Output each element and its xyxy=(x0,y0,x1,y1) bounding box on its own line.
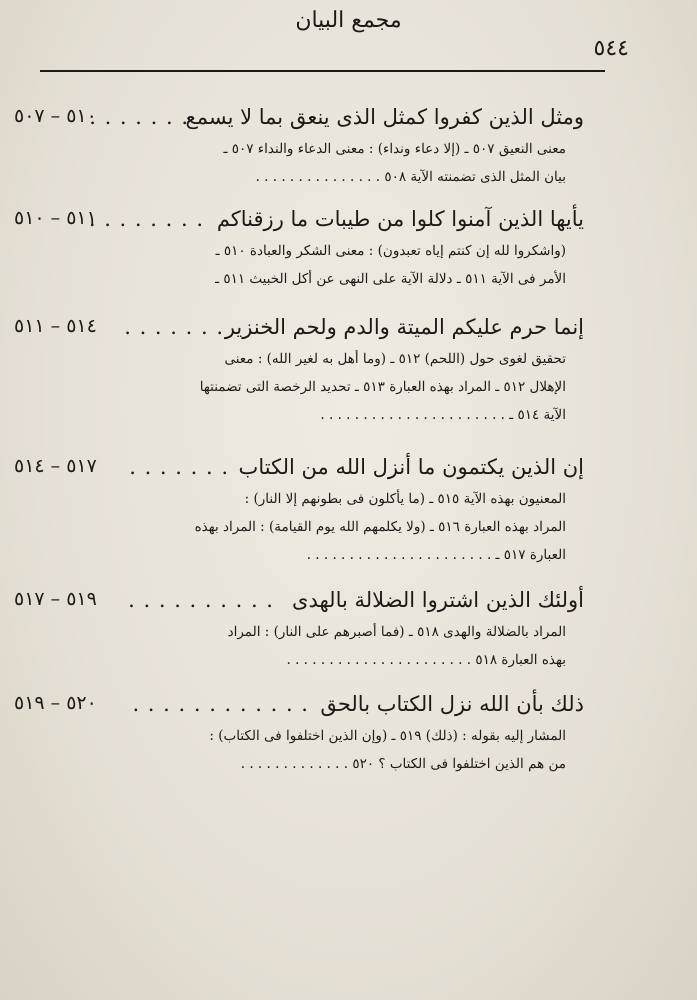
page-range: ٥١٤ – ٥١١ xyxy=(14,315,97,337)
entry-subline: (واشكروا لله إن كنتم إياه تعبدون) : معنى الشكر والعبادة ٥١٠ ـ xyxy=(215,243,566,259)
entry-subline: الإهلال ٥١٢ ـ المراد بهذه العبارة ٥١٣ ـ تحديد الرخصة التى تضمنتها xyxy=(199,379,566,395)
toc-entry xyxy=(14,692,584,778)
entry-subline: الأمر فى الآية ٥١١ ـ دلالة الآية على النهى عن أكل الخبيث ٥١١ ـ xyxy=(215,271,566,287)
entry-heading: يأيها الذين آمنوا كلوا من طيبات ما رزقناكم xyxy=(216,207,584,231)
entry-heading: إن الذين يكتمون ما أنزل الله من الكتاب xyxy=(238,455,584,479)
toc-entry xyxy=(14,588,584,674)
leader-dots: . . . . . . . xyxy=(129,455,229,479)
toc-entry xyxy=(14,207,584,293)
entry-heading: إنما حرم عليكم الميتة والدم ولحم الخنزير xyxy=(224,315,584,339)
leader-dots: . . . . . . . . . . . . xyxy=(132,692,309,716)
entry-subline: المشار إليه بقوله : (ذلك) ٥١٩ ـ (وإن الذين اختلفوا فى الكتاب) : xyxy=(209,728,566,744)
page-range: ٥١٠ – ٥٠٧ xyxy=(14,105,97,127)
page-range: ٥١٩ – ٥١٧ xyxy=(14,588,97,610)
entry-subline: بيان المثل الذى تضمنته الآية ٥٠٨ . . . . . . . . . . . . . . . xyxy=(255,169,566,185)
entry-heading: ومثل الذين كفروا كمثل الذى ينعق بما لا يسمع xyxy=(185,105,584,129)
header-rule xyxy=(40,70,605,72)
page-range: ٥١١ – ٥١٠ xyxy=(14,207,97,229)
leader-dots: . . . . . . . . . . xyxy=(128,588,274,612)
entry-heading: أولئك الذين اشتروا الضلالة بالهدى xyxy=(292,588,584,612)
running-header-title: مجمع البيان xyxy=(295,8,402,33)
page-range: ٥٢٠ – ٥١٩ xyxy=(14,692,97,714)
toc-entry xyxy=(14,105,584,191)
entry-subline: المعنيون بهذه الآية ٥١٥ ـ (ما يأكلون فى بطونهم إلا النار) : xyxy=(244,491,566,507)
entry-subline: بهذه العبارة ٥١٨ . . . . . . . . . . . . . . . . . . . . . . xyxy=(286,652,566,668)
entry-subline: من هم الذين اختلفوا فى الكتاب ؟ ٥٢٠ . . . . . . . . . . . . . xyxy=(240,756,566,772)
leader-dots: . . . . . . . xyxy=(124,315,224,339)
leader-dots: . . . . . . . . xyxy=(88,207,204,231)
toc-entry xyxy=(14,315,584,429)
entry-subline: المراد بالضلالة والهدى ٥١٨ ـ (فما أصبرهم على النار) : المراد xyxy=(227,624,566,640)
page-range: ٥١٧ – ٥١٤ xyxy=(14,455,97,477)
entry-subline: الآية ٥١٤ ـ . . . . . . . . . . . . . . . . . . . . . . xyxy=(320,407,566,423)
page-number: ٥٤٤ xyxy=(593,36,629,61)
toc-entry xyxy=(14,455,584,569)
entry-subline: معنى النعيق ٥٠٧ ـ (إلا دعاء ونداء) : معنى الدعاء والنداء ٥٠٧ ـ xyxy=(223,141,566,157)
entry-subline: المراد بهذه العبارة ٥١٦ ـ (ولا يكلمهم الله يوم القيامة) : المراد بهذه xyxy=(194,519,566,535)
entry-subline: تحقيق لغوى حول (اللحم) ٥١٢ ـ (وما أهل به لغير الله) : معنى xyxy=(224,351,566,367)
entry-subline: العبارة ٥١٧ ـ . . . . . . . . . . . . . . . . . . . . . . xyxy=(306,547,566,563)
entry-heading: ذلك بأن الله نزل الكتاب بالحق xyxy=(320,692,584,716)
leader-dots: . . . . . . . xyxy=(89,105,189,129)
